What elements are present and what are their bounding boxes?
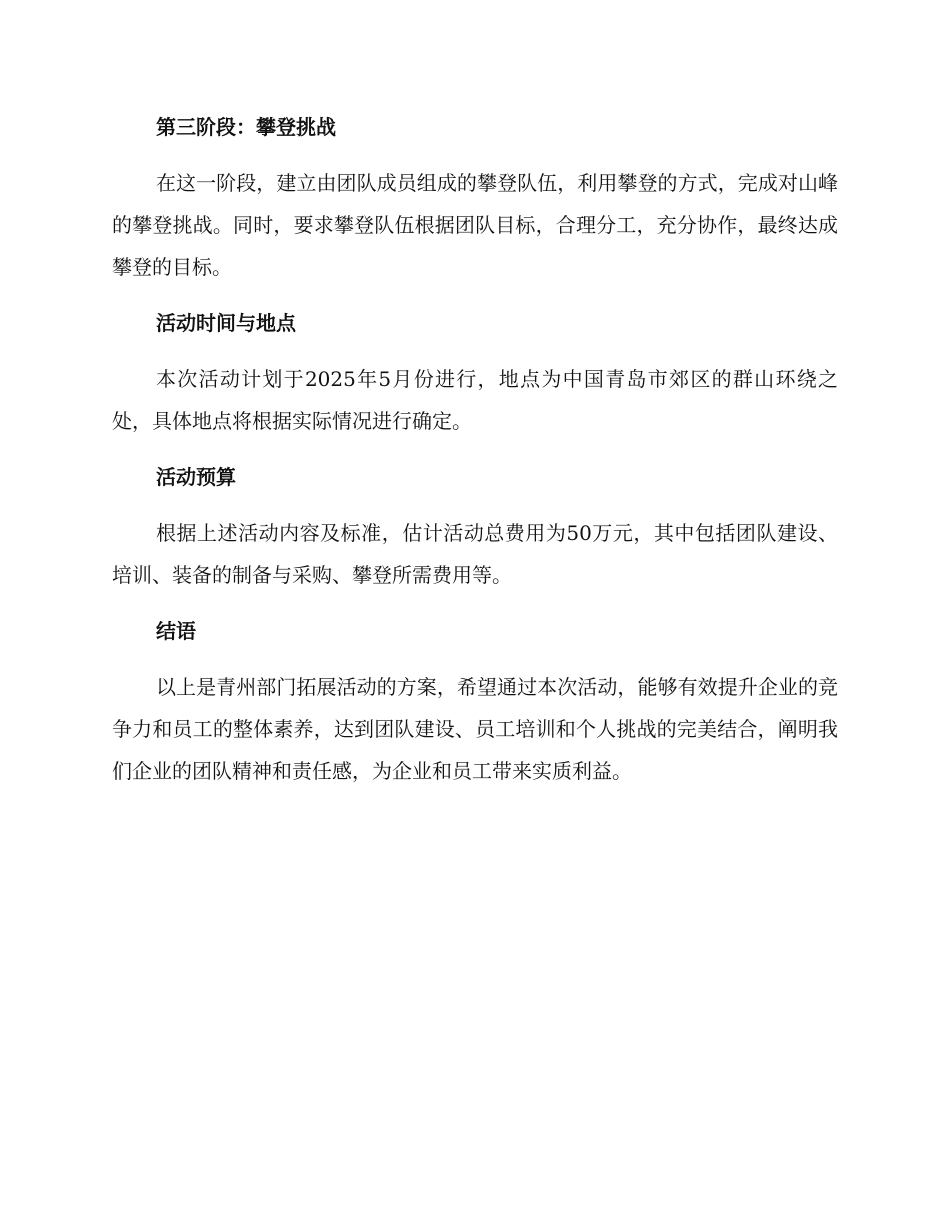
- section-paragraph: 本次活动计划于2025年5月份进行，地点为中国青岛市郊区的群山环绕之处，具体地点将根据实际情况进行确定。: [112, 367, 838, 433]
- section-paragraph: 根据上述活动内容及标准，估计活动总费用为50万元，其中包括团队建设、培训、装备的制备与采购、攀登所需费用等。: [112, 521, 838, 587]
- section-heading: 第三阶段：攀登挑战: [156, 115, 336, 139]
- section-heading: 活动时间与地点: [156, 311, 296, 335]
- section-heading: 结语: [156, 619, 196, 643]
- section-paragraph: 在这一阶段，建立由团队成员组成的攀登队伍，利用攀登的方式，完成对山峰的攀登挑战。同时，要求攀登队伍根据团队目标，合理分工，充分协作，最终达成攀登的目标。: [112, 171, 838, 279]
- section-heading: 活动预算: [156, 465, 236, 489]
- document-page: [112, 108, 838, 792]
- section-time-location: [112, 304, 838, 458]
- section-conclusion: [112, 612, 838, 792]
- section-budget: [112, 458, 838, 612]
- section-paragraph: 以上是青州部门拓展活动的方案，希望通过本次活动，能够有效提升企业的竞争力和员工的整体素养，达到团队建设、员工培训和个人挑战的完美结合，阐明我们企业的团队精神和责任感，为企业和员工带来实质利益。: [112, 675, 838, 783]
- section-climbing-challenge: [112, 108, 838, 304]
